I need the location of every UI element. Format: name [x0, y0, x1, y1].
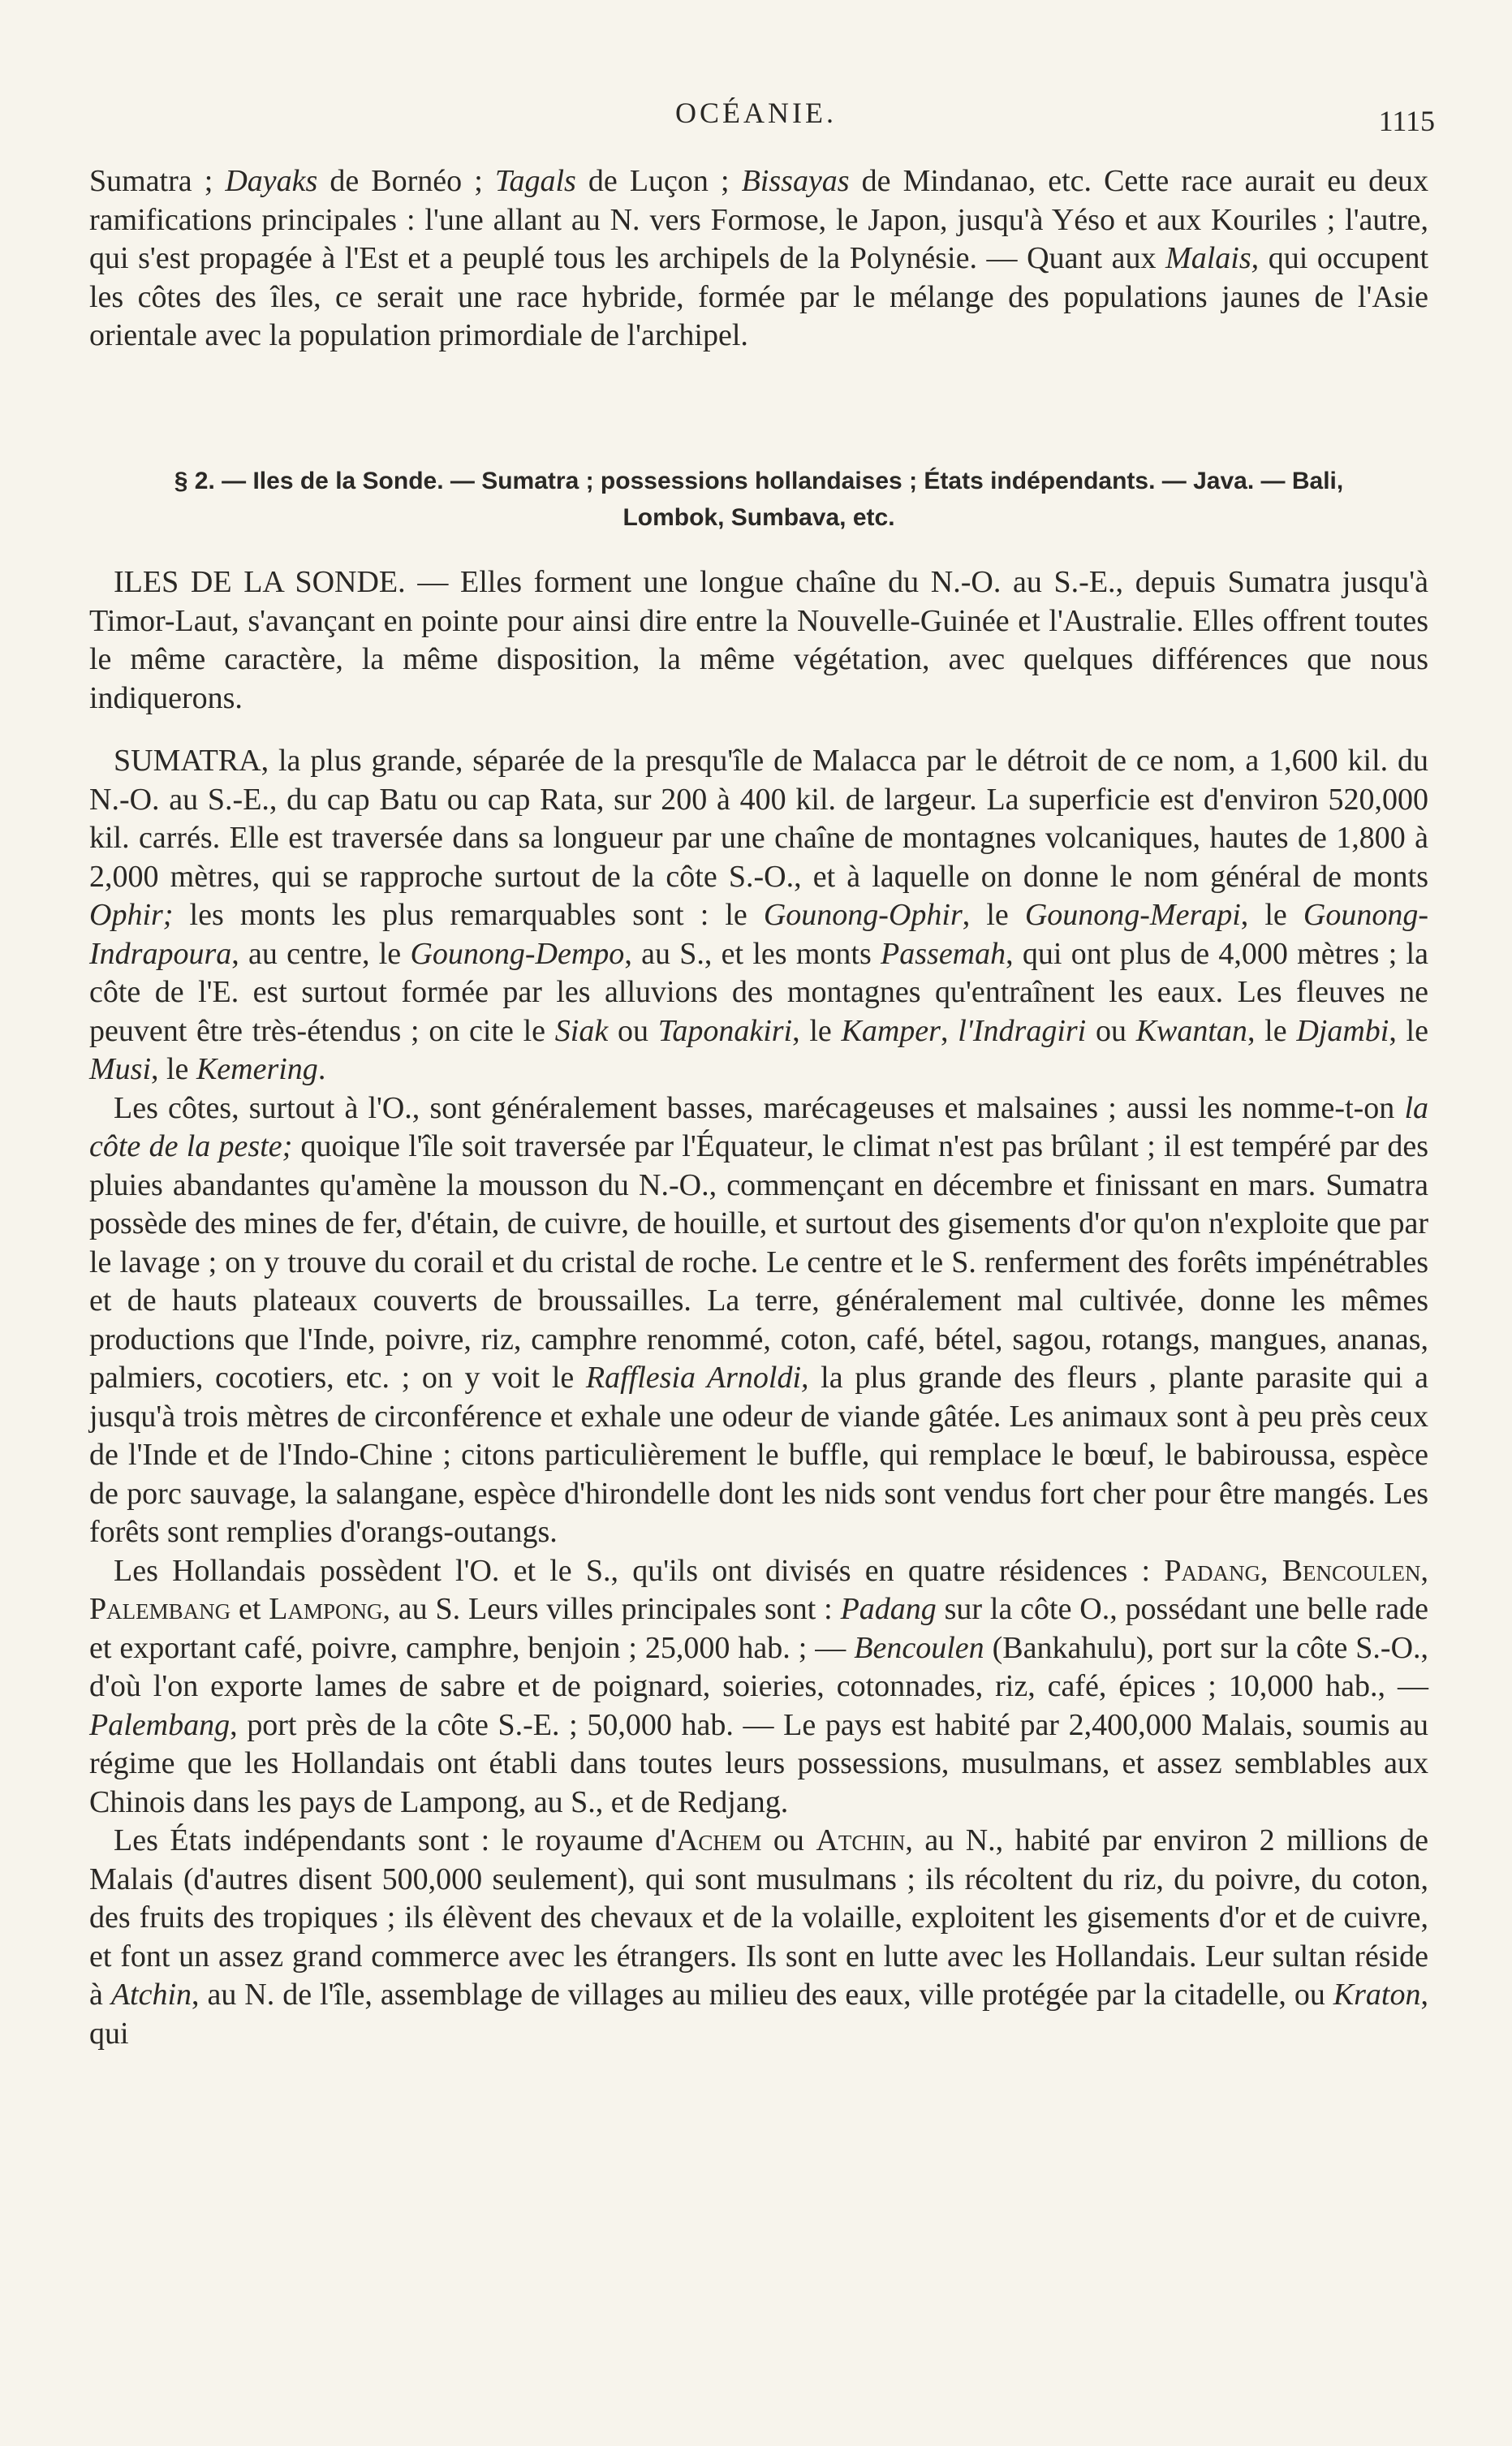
- sumatra-paragraph-1: SUMATRA, la plus grande, séparée de la presqu'île de Malacca par le détroit de ce nom, a 1,600 kil. du N.-O. au S.-E., du cap Batu ou cap Rata, sur 200 à 400 kil. de largeur. La superficie est d'environ 520,000 kil. carrés. Elle est traversée dans sa longueur par une chaîne de montagnes volcaniques, hautes de 1,800 à 2,000 mètres, qui se rapproche surtout de la côte S.-O., et à laquelle on donne le nom général de monts Ophir; les monts les plus remarquables sont : le Gounong-Ophir, le Gounong-Merapi, le Gounong-Indrapoura, au centre, le Gounong-Dempo, au S., et les monts Passemah, qui ont plus de 4,000 mètres ; la côte de l'E. est surtout formée par les alluvions des montagnes qu'entraînent les eaux. Les fleuves ne peuvent être très-étendus ; on cite le Siak ou Taponakiri, le Kamper, l'Indragiri ou Kwantan, le Djambi, le Musi, le Kemering.: [89, 744, 1428, 1086]
- section-heading-line-1: § 2. — Iles de la Sonde. — Sumatra ; possessions hollandaises ; États indépendants. — Java. — Bali,: [174, 468, 1344, 494]
- intro-paragraph: Sumatra ; Dayaks de Bornéo ; Tagals de Luçon ; Bissayas de Mindanao, etc. Cette race aurait eu deux ramifications principales : l'une allant au N. vers Formose, le Japon, jusqu'à Yéso et aux Kouriles ; l'autre, qui s'est propagée à l'Est et a peuplé tous les archipels de la Polynésie. — Quant aux Malais, qui occupent les côtes des îles, ce serait une race hybride, formée par le mélange des populations jaunes de l'Asie orientale avec la population primordiale de l'archipel.: [89, 164, 1428, 352]
- page-number: 1115: [1378, 105, 1435, 137]
- sumatra-section: [89, 742, 1428, 2053]
- section-heading-line-2: Lombok, Sumbava, etc.: [622, 504, 895, 531]
- running-header: OCÉANIE.: [675, 97, 837, 129]
- sumatra-paragraph-4: Les États indépendants sont : le royaume d'Achem ou Atchin, au N., habité par environ 2 millions de Malais (d'autres disent 500,000 seulement), qui sont musulmans ; ils récoltent du riz, du poivre, du coton, des fruits des tropiques ; ils élèvent des chevaux et de la volaille, exploitent les gisements d'or et de cuivre, et font un assez grand commerce avec les étrangers. Ils sont en lutte avec les Hollandais. Leur sultan réside à Atchin, au N. de l'île, assemblage de villages au milieu des eaux, ville protégée par la citadelle, ou Kraton, qui: [89, 1823, 1429, 2051]
- sonde-title: ILES DE LA SONDE.: [114, 565, 406, 599]
- sumatra-paragraph-3: Les Hollandais possèdent l'O. et le S., qu'ils ont divisés en quatre résidences : Padang, Bencoulen, Palembang et Lampong, au S. Leurs villes principales sont : Padang sur la côte O., possédant une belle rade et exportant café, poivre, camphre, benjoin ; 25,000 hab. ; — Bencoulen (Bankahulu), port sur la côte S.-O., d'où l'on exporte lames de sabre et de poignard, soieries, cotonnades, riz, café, épices ; 10,000 hab., — Palembang, port près de la côte S.-E. ; 50,000 hab. — Le pays est habité par 2,400,000 Malais, soumis au régime que les Hollandais ont établi dans toutes leurs possessions, musulmans, et assez semblables aux Chinois dans les pays de Lampong, au S., et de Redjang.: [89, 1553, 1429, 1819]
- sumatra-paragraph-2: Les côtes, surtout à l'O., sont généralement basses, marécageuses et malsaines ; aussi les nomme-t-on la côte de la peste; quoique l'île soit traversée par l'Équateur, le climat n'est pas brûlant ; il est tempéré par des pluies abandantes qu'amène la mousson du N.-O., commençant en décembre et finissant en mars. Sumatra possède des mines de fer, d'étain, de cuivre, de houille, et surtout des gisements d'or qu'on n'exploite que par le lavage ; on y trouve du corail et du cristal de roche. Le centre et le S. renferment des forêts impénétrables et de hauts plateaux couverts de broussailles. La terre, généralement mal cultivée, donne les mêmes productions que l'Inde, poivre, riz, camphre renommé, coton, café, bétel, sagou, rotangs, mangues, ananas, palmiers, cocotiers, etc. ; on y voit le Rafflesia Arnoldi, la plus grande des fleurs , plante parasite qui a jusqu'à trois mètres de circonférence et exhale une odeur de viande gâtée. Les animaux sont à peu près ceux de l'Inde et de l'Indo-Chine ; citons particulièrement le buffle, qui remplace le bœuf, le babiroussa, espèce de porc sauvage, la salangane, espèce d'hirondelle dont les nids sont vendus fort cher pour être mangés. Les forêts sont remplies d'orangs-outangs.: [89, 1090, 1429, 1549]
- section-heading: [89, 463, 1428, 536]
- sonde-paragraph: ILES DE LA SONDE. — Elles forment une longue chaîne du N.-O. au S.-E., depuis Sumatra jusqu'à Timor-Laut, s'avançant en pointe pour ainsi dire entre la Nouvelle-Guinée et l'Australie. Elles offrent toutes le même caractère, la même disposition, la même végétation, avec quelques différences que nous indiquerons.: [89, 565, 1428, 715]
